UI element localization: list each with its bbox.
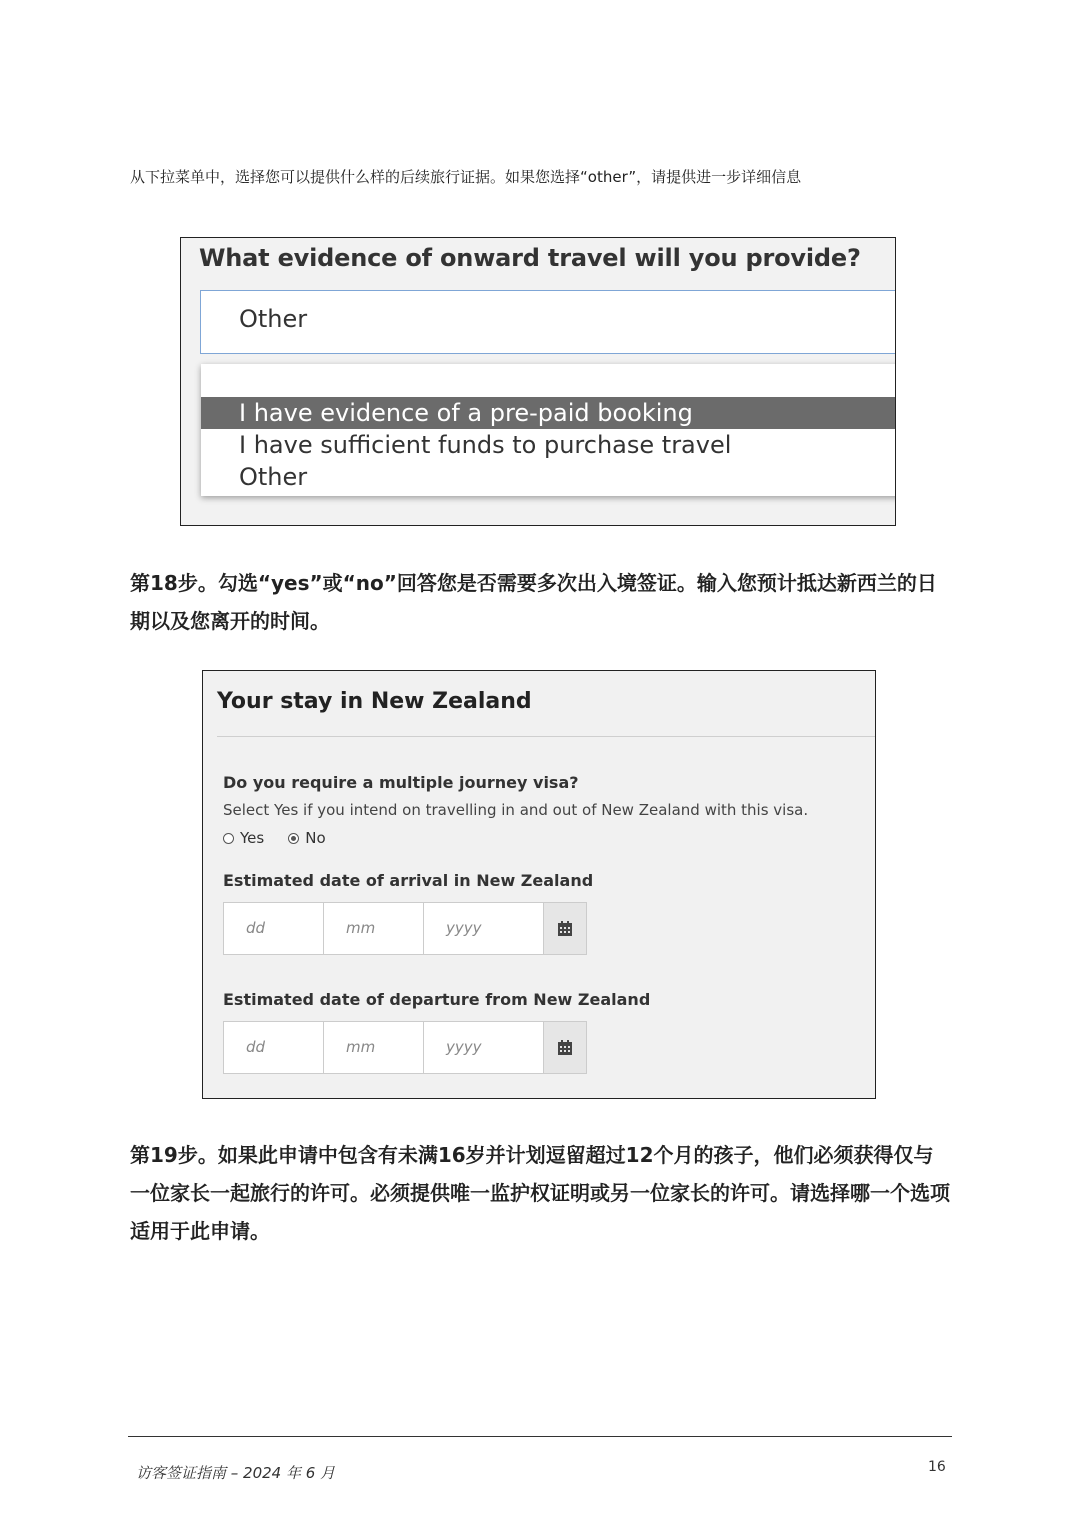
arrival-month-field[interactable]: mm [324,903,424,954]
page-number: 16 [928,1459,946,1475]
multiple-journey-question: Do you require a multiple journey visa? [223,773,579,792]
onward-travel-select[interactable] [200,290,896,354]
footer-title: 访客签证指南 – 2024 年 6 月 [136,1464,336,1482]
radio-no-label: No [305,829,326,847]
option-prepaid-booking[interactable]: I have evidence of a pre-paid booking [201,397,896,429]
arrival-day-field[interactable]: dd [224,903,324,954]
radio-yes-label: Yes [240,829,265,847]
option-sufficient-funds[interactable]: I have sufficient funds to purchase travel [239,431,732,459]
arrival-calendar-button[interactable] [544,903,586,954]
section-divider [217,736,876,737]
option-other[interactable]: Other [239,463,308,491]
departure-date-label: Estimated date of departure from New Zealand [223,990,651,1009]
onward-travel-dropdown-list [201,364,896,496]
departure-year-field[interactable]: yyyy [424,1022,544,1073]
radio-no[interactable] [288,833,299,844]
footer-divider [128,1436,952,1437]
multiple-journey-hint: Select Yes if you intend on travelling in and out of New Zealand with this visa. [223,801,809,819]
select-current-value: Other [239,305,308,333]
arrival-date-label: Estimated date of arrival in New Zealand [223,871,594,890]
departure-month-field[interactable]: mm [324,1022,424,1073]
radio-yes[interactable] [223,833,234,844]
arrival-date-input [223,902,587,955]
departure-date-input [223,1021,587,1074]
calendar-icon [557,1040,573,1056]
multiple-journey-radio-group [223,829,326,847]
section-title: Your stay in New Zealand [217,689,532,714]
departure-day-field[interactable]: dd [224,1022,324,1073]
calendar-icon [557,921,573,937]
onward-travel-question: What evidence of onward travel will you provide? [199,244,861,272]
stay-in-nz-screenshot [202,670,876,1099]
arrival-year-field[interactable]: yyyy [424,903,544,954]
step-18-text: 第18步。勾选“yes”或“no”回答您是否需要多次出入境签证。输入您预计抵达新西兰的日期以及您离开的时间。 [130,571,937,633]
onward-travel-screenshot [180,237,896,526]
departure-calendar-button[interactable] [544,1022,586,1073]
step-19-text: 第19步。如果此申请中包含有未满16岁并计划逗留超过12个月的孩子，他们必须获得仅与一位家长一起旅行的许可。必须提供唯一监护权证明或另一位家长的许可。请选择哪一个选项适用于此申请。 [130,1143,950,1243]
intro-text: 从下拉菜单中，选择您可以提供什么样的后续旅行证据。如果您选择“other”，请提供进一步详细信息 [130,168,802,186]
